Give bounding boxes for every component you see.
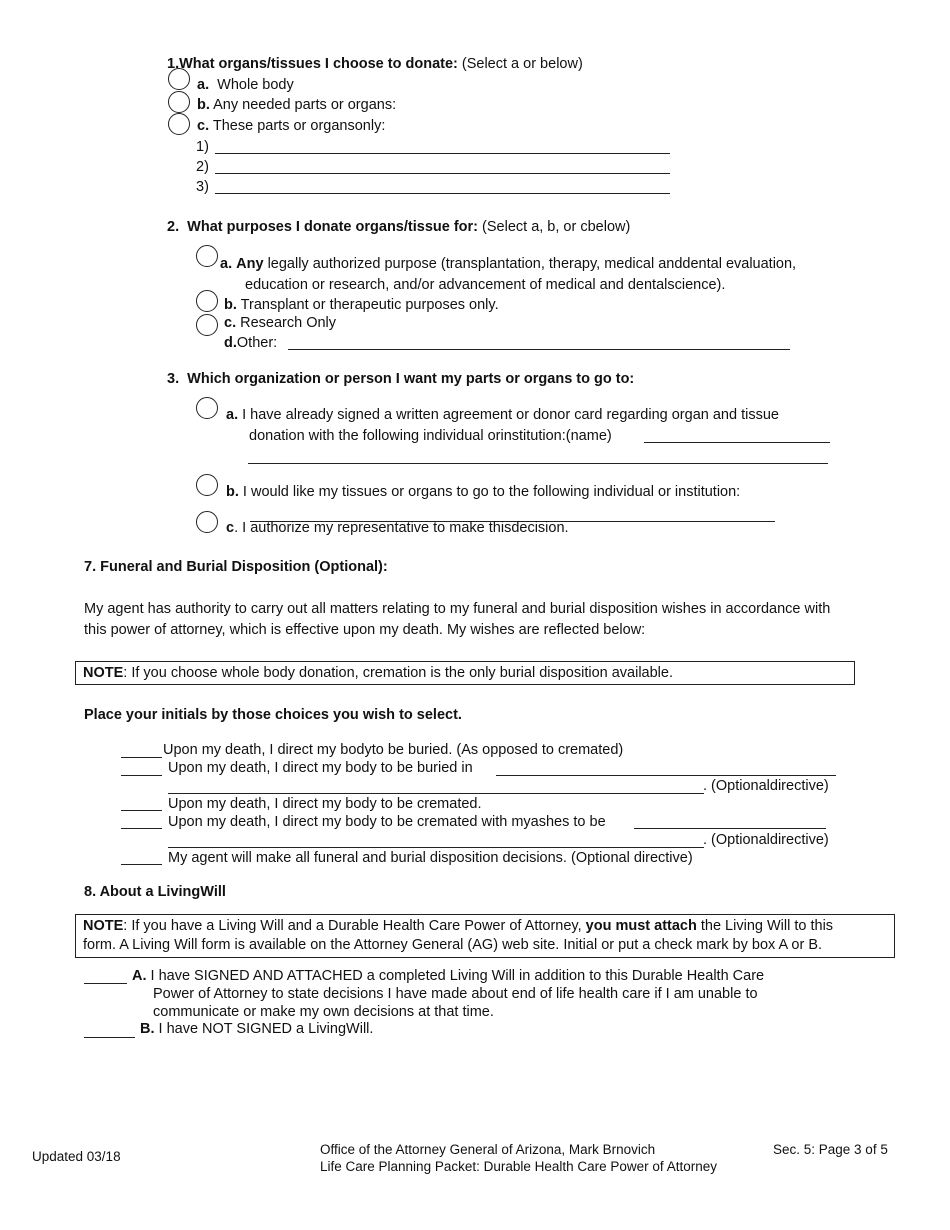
option-2a-text-2: education or research, and/or advancement of medical and dentalscience). [245, 277, 726, 293]
initials-blank-buried[interactable] [121, 757, 162, 758]
option-3a-label [226, 406, 779, 424]
option-3a-radio[interactable] [196, 397, 218, 419]
note-label: NOTE [83, 665, 124, 681]
initials-blank-agent-decides[interactable] [121, 864, 162, 865]
section1-title: What organs/tissues I choose to donate: [179, 56, 458, 72]
organ-line-2[interactable] [215, 173, 670, 174]
option-text: Transplant or therapeutic purposes only. [240, 297, 499, 313]
option-key: a. [197, 77, 210, 93]
living-will-note-line-1 [83, 917, 887, 936]
section7-title: 7. Funeral and Burial Disposition (Optional): [84, 559, 388, 575]
choice-agent-decides-label: My agent will make all funeral and burial disposition decisions. (Optional directive) [168, 850, 693, 866]
section2-heading [167, 218, 630, 236]
initials-blank-ashes[interactable] [121, 828, 162, 829]
option-text: Research Only [240, 315, 337, 331]
initials-blank-buried-in[interactable] [121, 775, 162, 776]
section3-title: Which organization or person I want my parts or organs to go to: [187, 371, 635, 387]
footer-packet: Life Care Planning Packet: Durable Health Care Power of Attorney [320, 1159, 717, 1174]
option-3b-label [226, 483, 740, 501]
initials-heading: Place your initials by those choices you wish to select. [84, 707, 462, 723]
section2-title: What purposes I donate organs/tissue for: [187, 219, 478, 235]
section2-hint: (Select a, b, or cbelow) [482, 219, 631, 235]
initials-blank-cremated[interactable] [121, 810, 162, 811]
option-2a-radio[interactable] [196, 245, 218, 267]
option-text: . I authorize my representative to make thisdecision. [234, 520, 569, 536]
living-will-a-line-2: Power of Attorney to state decisions I have made about end of life health care if I am unable to [153, 986, 758, 1002]
donor-agreement-name-line[interactable] [644, 442, 830, 443]
option-key: a. [220, 256, 233, 272]
living-will-a-line-1 [132, 967, 764, 985]
option-2a-label [220, 255, 796, 273]
option-2c-radio[interactable] [196, 314, 218, 336]
option-text: I have SIGNED AND ATTACHED a completed Living Will in addition to this Durable Health Care [150, 968, 765, 984]
optional-directive-2: . (Optionaldirective) [703, 832, 829, 848]
other-purpose-line[interactable] [288, 349, 790, 350]
option-2c-label [224, 314, 336, 332]
note-bold: you must attach [585, 918, 697, 934]
option-key: b. [226, 484, 239, 500]
option-key: c. [224, 315, 237, 331]
burial-note-box [75, 661, 855, 685]
choice-buried-label: Upon my death, I direct my bodyto be buried. (As opposed to cremated) [163, 742, 624, 758]
ashes-location-line-2[interactable] [168, 847, 704, 848]
note-text: : If you choose whole body donation, cremation is the only burial disposition available. [123, 665, 673, 681]
option-key: c. [197, 118, 210, 134]
option-text: Other: [236, 335, 278, 351]
organ-line-1[interactable] [215, 153, 670, 154]
section3-heading [167, 370, 634, 388]
option-1a-radio[interactable] [168, 68, 190, 90]
option-1c-label [197, 117, 385, 135]
option-key: b. [224, 297, 237, 313]
section3-number: 3. [167, 371, 180, 387]
organ-line-3[interactable] [215, 193, 670, 194]
section1-number: 1. [167, 56, 180, 72]
option-text: Whole body [217, 77, 294, 93]
donor-agreement-line-2[interactable] [248, 463, 828, 464]
option-3a-text-2: donation with the following individual orinstitution:(name) [249, 428, 612, 444]
option-text: I have already signed a written agreement or donor card regarding organ and tissue [242, 407, 779, 423]
option-1b-label [197, 96, 396, 114]
section7-paragraph-line-2: this power of attorney, which is effective upon my death. My wishes are reflected below: [84, 622, 646, 638]
option-2a-text-1: legally authorized purpose (transplantation, therapy, medical anddental evaluation, [267, 256, 797, 272]
footer-updated: Updated 03/18 [32, 1149, 121, 1164]
option-1b-radio[interactable] [168, 91, 190, 113]
section1-hint: (Select a or below) [461, 56, 583, 72]
option-2d-label [224, 334, 277, 352]
section2-number: 2. [167, 219, 180, 235]
choice-buried-in-label: Upon my death, I direct my body to be buried in [168, 760, 473, 776]
burial-location-line[interactable] [496, 775, 836, 776]
option-text: Any needed parts or organs: [213, 97, 397, 113]
option-key: B. [140, 1021, 155, 1037]
note-text-1: : If you have a Living Will and a Durable Health Care Power of Attorney, [123, 918, 582, 934]
burial-location-line-2[interactable] [168, 793, 704, 794]
organ-line-1-label: 1) [196, 139, 209, 155]
note-text-2: the Living Will to this [700, 918, 834, 934]
option-3c-label [226, 519, 569, 537]
initials-blank-living-will-a[interactable] [84, 983, 127, 984]
initials-blank-living-will-b[interactable] [84, 1037, 135, 1038]
option-key: b. [197, 97, 210, 113]
ashes-location-line[interactable] [634, 828, 826, 829]
option-key: c [226, 520, 235, 536]
living-will-b-label [140, 1020, 373, 1038]
footer-office: Office of the Attorney General of Arizona, Mark Brnovich [320, 1142, 656, 1157]
optional-directive-1: . (Optionaldirective) [703, 778, 829, 794]
option-key: A. [132, 968, 147, 984]
option-1a-label [197, 76, 294, 94]
section8-title: 8. About a LivingWill [84, 884, 226, 900]
organ-line-2-label: 2) [196, 159, 209, 175]
section7-paragraph-line-1: My agent has authority to carry out all matters relating to my funeral and burial disposition wishes in accordance with [84, 601, 831, 617]
choice-cremated-label: Upon my death, I direct my body to be cremated. [168, 796, 482, 812]
living-will-note-box [75, 914, 895, 958]
living-will-note-line-2: form. A Living Will form is available on the Attorney General (AG) web site. Initial or put a check mark by box A or B. [83, 937, 823, 953]
section1-heading [167, 55, 583, 73]
footer-page-number: Sec. 5: Page 3 of 5 [773, 1142, 888, 1157]
option-1c-radio[interactable] [168, 113, 190, 135]
option-key: a. [226, 407, 239, 423]
option-3b-radio[interactable] [196, 474, 218, 496]
option-text: These parts or organsonly: [212, 118, 386, 134]
option-text: I would like my tissues or organs to go to the following individual or institution: [242, 484, 741, 500]
option-2a-bold: Any [236, 256, 264, 272]
option-2b-label [224, 296, 499, 314]
option-2b-radio[interactable] [196, 290, 218, 312]
living-will-a-line-3: communicate or make my own decisions at that time. [153, 1004, 494, 1020]
option-3c-radio[interactable] [196, 511, 218, 533]
choice-ashes-label: Upon my death, I direct my body to be cremated with myashes to be [168, 814, 606, 830]
note-label: NOTE [83, 918, 124, 934]
organ-line-3-label: 3) [196, 179, 209, 195]
option-text: I have NOT SIGNED a LivingWill. [158, 1021, 374, 1037]
option-key: d. [224, 335, 237, 351]
